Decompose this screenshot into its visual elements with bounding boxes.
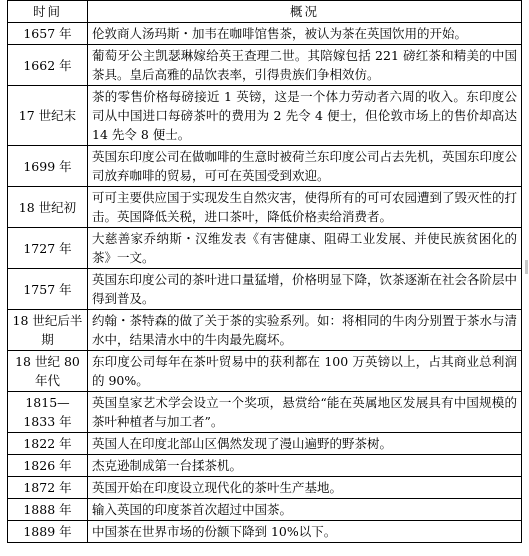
table-row [8,499,522,521]
row-desc: 伦敦商人汤玛斯・加韦在咖啡馆售茶，被认为茶在英国饮用的开始。 [88,23,522,45]
table-row [8,86,522,146]
tea-history-table-wrapper [7,0,521,543]
tea-history-table [7,0,522,543]
row-desc: 英国开始在印度设立现代化的茶叶生产基地。 [88,477,522,499]
row-time: 1822 年 [8,433,88,455]
row-desc: 大慈善家乔纳斯・汉维发表《有害健康、阻碍工业发展、并使民族贫困化的茶》一文。 [88,228,522,269]
row-desc: 英国东印度公司的茶叶进口量猛增，价格明显下降，饮茶逐渐在社会各阶层中得到普及。 [88,269,522,310]
row-desc: 葡萄牙公主凯瑟琳嫁给英王查理二世。其陪嫁包括 221 磅红茶和精美的中国茶具。皇后高雅的品饮表率，引得贵族们争相效仿。 [88,45,522,86]
table-row [8,433,522,455]
row-desc: 英国东印度公司在做咖啡的生意时被荷兰东印度公司占去先机，英国东印度公司放弃咖啡的贸易，可可在英国受到欢迎。 [88,146,522,187]
table-row [8,187,522,228]
header-desc: 概况 [88,1,522,23]
row-time: 1727 年 [8,228,88,269]
table-row [8,228,522,269]
table-row [8,351,522,392]
row-desc: 英国皇家艺术学会设立一个奖项，悬赏给“能在英属地区发展具有中国规模的茶叶种植者与加工者”。 [88,392,522,433]
row-desc: 茶的零售价格每磅接近 1 英镑，这是一个体力劳动者六周的收入。东印度公司从中国进口每磅茶叶的费用为 2 先令 4 便士，但伦敦市场上的售价却高达 14 先令 8 便士。 [88,86,522,146]
row-desc: 英国人在印度北部山区偶然发现了漫山遍野的野茶树。 [88,433,522,455]
table-row [8,310,522,351]
row-time: 18 世纪初 [8,187,88,228]
scrollbar-handle[interactable] [525,260,528,274]
table-header-row [8,1,522,23]
row-time: 17 世纪末 [8,86,88,146]
row-desc: 杰克逊制成第一台揉茶机。 [88,455,522,477]
row-desc: 可可主要供应国于实现发生自然灾害，使得所有的可可农园遭到了毁灭性的打击。英国降低关税，进口茶叶，降低价格卖给消费者。 [88,187,522,228]
row-time: 1699 年 [8,146,88,187]
row-time: 1657 年 [8,23,88,45]
row-desc: 东印度公司每年在茶叶贸易中的获利都在 100 万英镑以上，占其商业总利润的 90%。 [88,351,522,392]
row-desc: 约翰・茶特森的做了关于茶的实验系列。如：将相同的牛肉分别置于茶水与清水中，结果清水中的牛肉最先腐坏。 [88,310,522,351]
row-time: 1888 年 [8,499,88,521]
row-time: 18 世纪后半期 [8,310,88,351]
row-desc: 输入英国的印度茶首次超过中国茶。 [88,499,522,521]
row-time: 1826 年 [8,455,88,477]
table-row [8,392,522,433]
row-time: 1872 年 [8,477,88,499]
row-time: 18 世纪 80 年代 [8,351,88,392]
table-row [8,269,522,310]
header-time: 时间 [8,1,88,23]
table-row [8,45,522,86]
table-row [8,521,522,543]
row-time: 1662 年 [8,45,88,86]
row-desc: 中国茶在世界市场的份额下降到 10%以下。 [88,521,522,543]
row-time: 1889 年 [8,521,88,543]
table-row [8,146,522,187]
row-time: 1815—1833 年 [8,392,88,433]
table-row [8,455,522,477]
table-row [8,477,522,499]
row-time: 1757 年 [8,269,88,310]
table-row [8,23,522,45]
